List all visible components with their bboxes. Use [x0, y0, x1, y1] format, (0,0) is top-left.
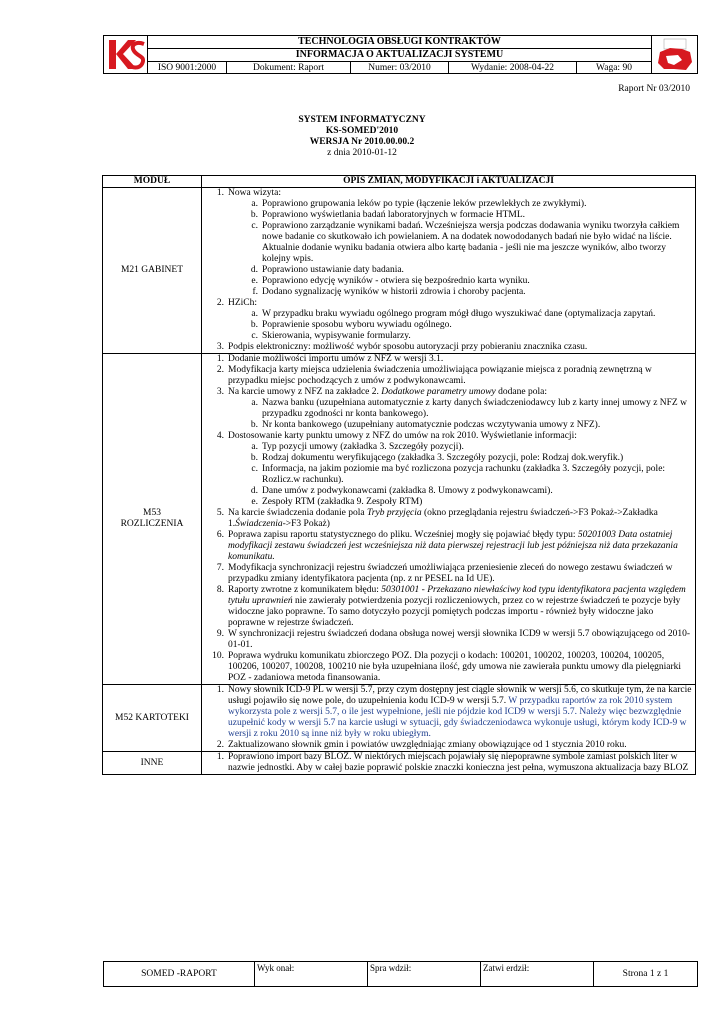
module-m52: M52 KARTOTEKI	[103, 685, 202, 752]
list-item: b. Poprawienie sposobu wyboru wywiadu ogólnego.	[250, 320, 452, 330]
footer-page-number: Strona 1 z 1	[622, 969, 669, 979]
module-m53-description	[202, 354, 696, 685]
document-header	[103, 35, 698, 74]
title-line-2: KS-SOMED'2010	[325, 126, 399, 136]
list-item: a. Poprawiono grupowania leków po typie (łączenie leków przewlekłych ze zwykłymi).	[251, 199, 587, 209]
list-item: 10. Poprawa wydruku komunikatu zbiorczego POZ. Dla pozycji o kodach: 100201, 100202, 100203, 100204, 100205, 100206, 100207, 100208, 100210 nie była uzupełniana ilość, gdy umowa nie zawierała punktu umowy dla pielęgniarki POZ - zadaniowa metoda finansowania.	[212, 651, 681, 683]
module-inne: INNE	[103, 752, 202, 775]
list-item: c. Poprawiono zarządzanie wynikami badań. Wcześniejsza wersja podczas dodawania wyniku tworzyła całkiem nowe badanie co skutkowało ich powielaniem. A na dodatek nowododanych badań nie było widać na liście. Aktualnie dodanie wyniku badania otwiera albo kartę badania - jeśli nie ma jeszcze wyników, albo tworzy kolejny wpis.	[251, 221, 680, 264]
list-item: 1. Nowy słownik ICD-9 PL w wersji 5.7, przy czym dostępny jest ciągle słownik w wersji 5.6, co skutkuje tym, że na karcie usługi pojawiło się nowe pole, do uzupełnienia kodu ICD-9 w wersji 5.7. W przypadku raportów za rok 2010 system wykorzysta pole z wersji 5.7, o ile jest wypełnione, jeśli nie pójdzie kod ICD9 w wersji 5.7. Należy więc bezwzględnie uzupełnić kody w wersji 5.7 na karcie usługi w sytuacji, gdy świadczeniodawca wykonuje usługi, którym kody ICD-9 w wersji z roku 2010 są inne niż były w roku ubiegłym.	[216, 685, 692, 739]
list-item: c. Informacja, na jakim poziomie ma być rozliczona pozycja rachunku (zakładka 3. Szczegóły pozycji, pole: Rozlicz.w rachunku).	[251, 464, 666, 485]
footer-sprawdzil: Spra wdził:	[368, 962, 481, 986]
title-date: z dnia 2010-01-12	[327, 148, 397, 158]
list-item: a. Typ pozycji umowy (zakładka 3. Szczegóły pozycji).	[251, 442, 464, 452]
poland-certificate-icon	[651, 36, 697, 73]
title-line-3: WERSJA Nr 2010.00.00.2	[309, 137, 415, 147]
list-item: 5. Na karcie świadczenia dodanie pola Tryb przyjęcia (okno przeglądania rejestru świadczeń->F3 Pokaż->Zakładka 1.Świadczenia->F3 Pokaż)	[216, 508, 658, 529]
list-item: 1. Dodanie możliwości importu umów z NFZ w wersji 3.1.	[216, 354, 444, 364]
table-header-row	[103, 176, 696, 188]
list-item: 2. HZiCh:	[216, 298, 258, 308]
module-m53-label: ROZLICZENIA	[120, 519, 184, 529]
col-header-opis: OPIS ZMIAN, MODYFIKACJI i AKTUALIZACJI	[202, 176, 696, 188]
table-row	[103, 752, 696, 775]
title-line-1: SYSTEM INFORMATYCZNY	[298, 115, 426, 125]
list-item: 7. Modyfikacja synchronizacji rejestru świadczeń umożliwiająca przeniesienie zleceń do nowego zestawu świadczeń w przypadku zmiany identyfikatora pacjenta (np. z nr PESEL na Id UE).	[216, 563, 673, 584]
col-header-modul: MODUŁ	[103, 176, 202, 188]
list-item: c. Skierowania, wypisywanie formularzy.	[251, 331, 411, 341]
document-title	[0, 115, 724, 159]
ks-logo	[104, 36, 148, 73]
list-item: 2. Modyfikacja karty miejsca udzielenia świadczenia umożliwiająca powiązanie miejsca z poradnią zewnętrzną w przypadku miejsc pochodzących z umów z podwykonawcami.	[216, 365, 652, 386]
raport-number: Raport Nr 03/2010	[618, 84, 690, 94]
list-item: 8. Raporty zwrotne z komunikatem błędu: 50301001 - Przekazano niewłaściwy kod typu identyfikatora pacjenta względem tytułu uprawnień nie zawierały potwierdzenia pozycji rozliczeniowych, przez co w rejestrze świadczeń te pozycje były widoczne jako poprawne. To samo dotyczyło pozycji pomiętych podczas importu - również były widoczne jako poprawne w rejestrze świadczeń.	[216, 585, 686, 628]
list-item: d. Poprawiono ustawianie daty badania.	[250, 265, 404, 275]
module-m52-description	[202, 685, 696, 752]
list-item: a. W przypadku braku wywiadu ogólnego program mógł długo wyszukiwać dane (optymalizacja zapytań.	[251, 309, 656, 319]
module-inne-description	[202, 752, 696, 775]
list-item: e. Zespoły RTM (zakładka 9. Zespoły RTM)	[251, 497, 423, 507]
list-item: 4. Dostosowanie karty punktu umowy z NFZ do umów na rok 2010. Wyświetlanie informacji:	[216, 431, 577, 441]
footer-wykonal: Wyk onał:	[255, 962, 368, 986]
list-item: 3. Podpis elektroniczny: możliwość wybór sposobu autoryzacji przy pobieraniu znacznika czasu.	[216, 342, 588, 352]
document-footer	[103, 961, 698, 987]
list-item: 3. Na karcie umowy z NFZ na zakładce 2. Dodatkowe parametry umowy dodane pola:	[216, 387, 547, 397]
list-item: 1. Nowa wizyta:	[216, 188, 282, 198]
table-row	[103, 188, 696, 354]
module-m53-code: M53	[143, 508, 161, 518]
list-item: b. Poprawiono wyświetlania badań laboratoryjnych w formacie HTML.	[250, 210, 526, 220]
dokument-cell: Dokument: Raport	[227, 62, 351, 74]
footer-doc-name: SOMED -RAPORT	[104, 962, 255, 986]
header-title-2: INFORMACJA O AKTUALIZACJI SYSTEMU	[148, 49, 651, 62]
iso-cell: ISO 9001:2000	[148, 62, 227, 74]
list-item: d. Dane umów z podwykonawcami (zakładka 8. Umowy z podwykonawcami).	[250, 486, 553, 496]
list-item: b. Nr konta bankowego (uzupełniany automatycznie podczas wczytywania umowy z NFZ).	[250, 420, 601, 430]
waga-cell: Waga: 90	[596, 63, 632, 73]
list-item: 9. W synchronizacji rejestru świadczeń dodana obsługa nowej wersji słownika ICD9 w wersji 5.7 obowiązującego od 2010-01-01.	[216, 629, 691, 650]
list-item: 2. Zaktualizowano słownik gmin i powiatów uwzględniając zmiany obowiązujące od 1 stycznia 2010 roku.	[216, 740, 627, 750]
table-row	[103, 354, 696, 685]
list-item: b. Rodzaj dokumentu weryfikującego (zakładka 3. Szczegóły pozycji, pole: Rodzaj dok.weryfik.)	[250, 453, 624, 463]
list-item: a. Nazwa banku (uzupełniana automatycznie z karty danych świadczeniodawcy lub z karty innej umowy z NFZ w przypadku zgodności nr konta bankowego).	[251, 398, 687, 419]
module-m53	[103, 354, 202, 685]
list-item: 1. Poprawiono import bazy BLOZ. W niektórych miejscach pojawiały się niepoprawne symbole zamiast polskich liter w nazwie jednostki. Aby w całej bazie poprawić polskie znaczki konieczna jest pełna, wymuszona aktualizacja bazy BLOZ	[216, 752, 689, 773]
changes-table	[102, 175, 696, 775]
list-item: f. Dodano sygnalizację wyników w historii zdrowia i choroby pacjenta.	[252, 287, 526, 297]
list-item: e. Poprawiono edycję wyników - otwiera się bezpośrednio karta wyniku.	[251, 276, 530, 286]
numer-cell: Numer: 03/2010	[351, 62, 449, 74]
footer-zatwierdzil: Zatwi erdził:	[481, 962, 594, 986]
module-m21: M21 GABINET	[103, 188, 202, 354]
list-item: 6. Poprawa zapisu raportu statystycznego do pliku. Wcześniej mogły się pojawiać błędy typu: 50201003 Data ostatniej modyfikacji zestawu świadczeń jest wcześniejsza niż data pierwszej rejestracji lub jest późniejsza niż data przekazania komunikatu.	[216, 530, 678, 562]
module-m21-description	[202, 188, 696, 354]
header-title-1: TECHNOLOGIA OBSŁUGI KONTRAKTÓW	[148, 36, 651, 49]
wydanie-cell: Wydanie: 2008-04-22	[449, 62, 577, 74]
table-row	[103, 685, 696, 752]
